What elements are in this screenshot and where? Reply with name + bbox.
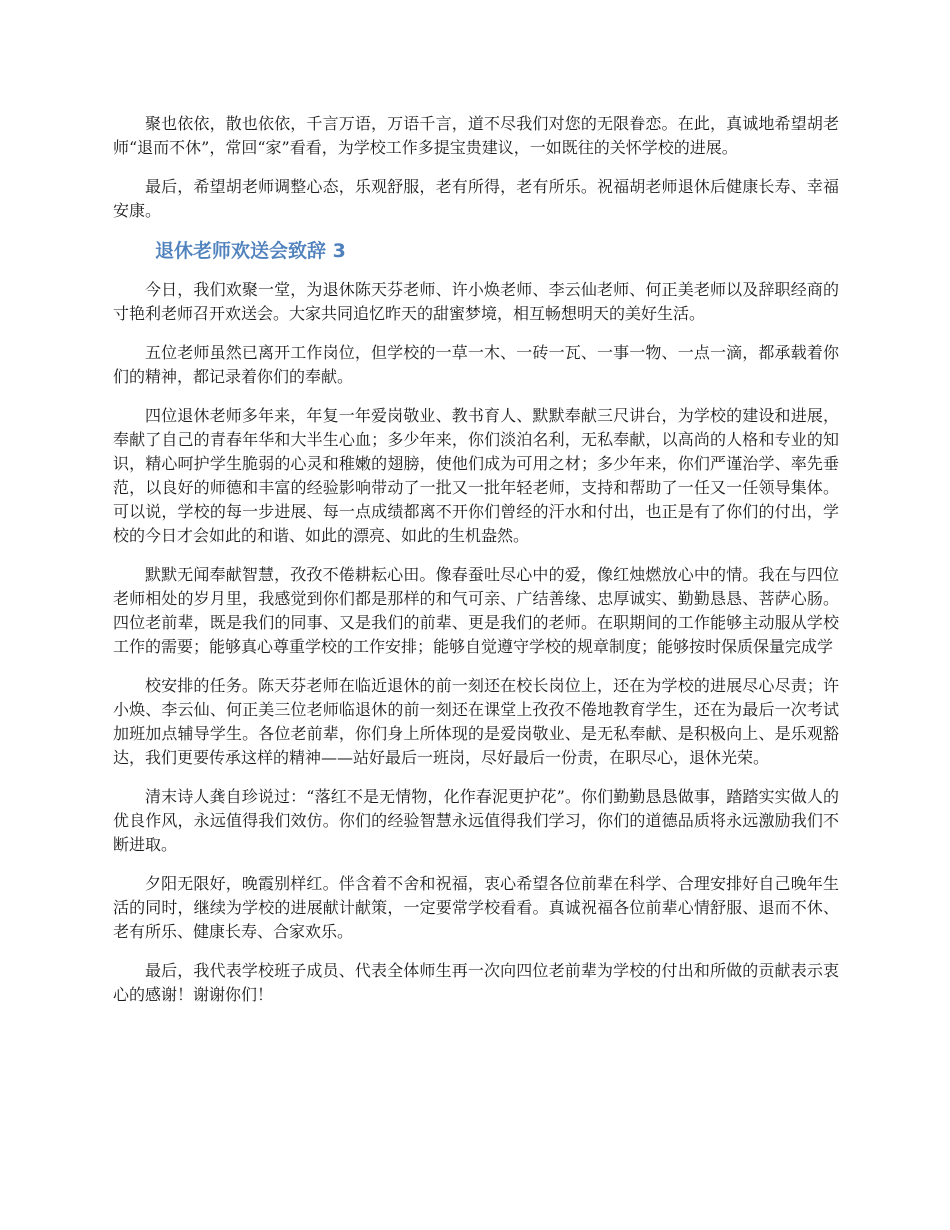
body-paragraph: 五位老师虽然已离开工作岗位，但学校的一草一木、一砖一瓦、一事一物、一点一滴，都承载着你们的精神，都记录着你们的奉献。 (113, 343, 839, 386)
section-title: 退休老师欢送会致辞 3 (155, 240, 346, 262)
body-paragraph: 最后，我代表学校班子成员、代表全体师生再一次向四位老前辈为学校的付出和所做的贡献表示衷心的感谢！谢谢你们！ (113, 961, 839, 1004)
intro-paragraph: 聚也依依，散也依依，千言万语，万语千言，道不尽我们对您的无限眷恋。在此，真诚地希望胡老师“退而不休”，常回“家”看看，为学校工作多提宝贵建议，一如既往的关怀学校的进展。 (113, 114, 839, 157)
body-paragraph: 默默无闻奉献智慧，孜孜不倦耕耘心田。像春蚕吐尽心中的爱，像红烛燃放心中的情。我在与四位老师相处的岁月里，我感觉到你们都是那样的和气可亲、广结善缘、忠厚诚实、勤勤恳恳、菩萨心肠。四位老前辈，既是我们的同事、又是我们的前辈、更是我们的老师。在职期间的工作能够主动服从学校工作的需要；能够真心尊重学校的工作安排；能够自觉遵守学校的规章制度；能够按时保质保量完成学 (113, 565, 839, 656)
body-paragraph: 夕阳无限好，晚霞别样红。伴含着不舍和祝福，衷心希望各位前辈在科学、合理安排好自己晚年生活的同时，继续为学校的进展献计献策，一定要常学校看看。真诚祝福各位前辈心情舒服、退而不休、老有所乐、健康长寿、合家欢乐。 (113, 874, 839, 941)
intro-paragraph: 最后，希望胡老师调整心态，乐观舒服，老有所得，老有所乐。祝福胡老师退休后健康长寿、幸福安康。 (113, 177, 839, 220)
body-paragraph: 四位退休老师多年来，年复一年爱岗敬业、教书育人、默默奉献三尺讲台，为学校的建设和进展，奉献了自己的青春年华和大半生心血；多少年来，你们淡泊名利，无私奉献，以高尚的人格和专业的知识，精心呵护学生脆弱的心灵和稚嫩的翅膀，使他们成为可用之材；多少年来，你们严谨治学、率先垂范，以良好的师德和丰富的经验影响带动了一批又一批年轻老师，支持和帮助了一任又一任领导集体。可以说，学校的每一步进展、每一点成绩都离不开你们曾经的汗水和付出，也正是有了你们的付出，学校的今日才会如此的和谐、如此的漂亮、如此的生机盎然。 (113, 406, 839, 545)
body-paragraph: 清末诗人龚自珍说过：“落红不是无情物，化作春泥更护花”。你们勤勤恳恳做事，踏踏实实做人的优良作风，永远值得我们效仿。你们的经验智慧永远值得我们学习，你们的道德品质将永远激励我们不断进取。 (113, 787, 839, 854)
body-paragraph: 校安排的任务。陈天芬老师在临近退休的前一刻还在校长岗位上，还在为学校的进展尽心尽责；许小焕、李云仙、何正美三位老师临退休的前一刻还在课堂上孜孜不倦地教育学生，还在为最后一次考试加班加点辅导学生。各位老前辈，你们身上所体现的是爱岗敬业、是无私奉献、是积极向上、是乐观豁达，我们更要传承这样的精神——站好最后一班岗，尽好最后一份责，在职尽心，退休光荣。 (113, 676, 839, 767)
document-page (113, 112, 839, 1022)
body-paragraph: 今日，我们欢聚一堂，为退休陈天芬老师、许小焕老师、李云仙老师、何正美老师以及辞职经商的寸艳利老师召开欢送会。大家共同追忆昨天的甜蜜梦境，相互畅想明天的美好生活。 (113, 280, 839, 323)
